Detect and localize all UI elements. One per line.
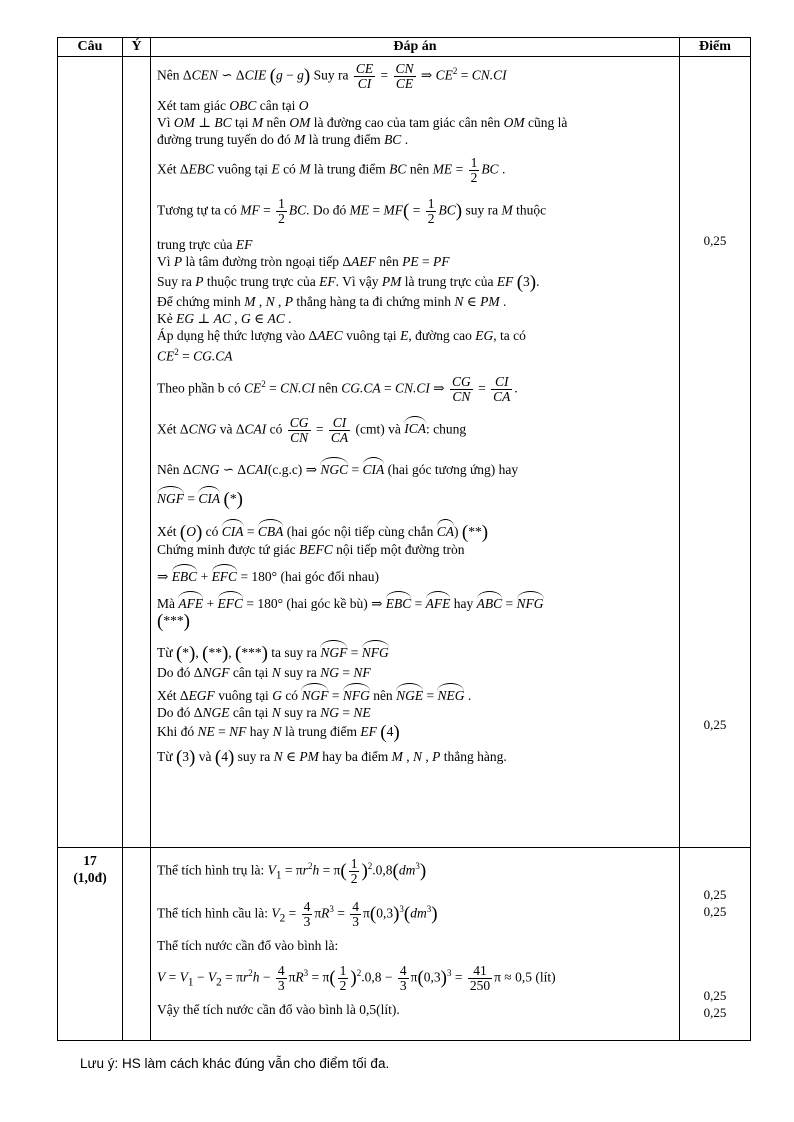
header-dap-an: Đáp án — [151, 38, 680, 57]
answer-line: Mà AFE + EFC = 180° (hai góc kề bù) ⇒ EBC = AFE hay ABC = NFG — [157, 591, 673, 612]
answer-line: ⇒ EBC + EFC = 180° (hai góc đối nhau) — [157, 564, 673, 585]
answer-line: Từ (*), (**), (***) ta suy ra NGF = NFG — [157, 640, 673, 662]
answer-line: Chứng minh được tứ giác BEFC nội tiếp một đường tròn — [157, 541, 465, 557]
answer-line: Từ (3) và (4) suy ra N ∈ PM hay ba điểm M , N , P thẳng hàng. — [157, 746, 507, 768]
answer-line: Xét ΔEGF vuông tại G có NGF = NFG nên NGE = NEG . — [157, 683, 673, 704]
answer-line: Thể tích nước cần đổ vào bình là: — [157, 938, 339, 953]
y-cell-q16 — [123, 57, 151, 848]
answer-line: Tương tự ta có MF = $\frac{1}{2}$ BC. Do đó ME = MF( = $\frac{1}{2}$ BC) suy ra M thuộc — [157, 196, 547, 226]
answer-line: Xét tam giác OBC cân tại O — [157, 98, 309, 113]
answer-cell-q17 — [151, 848, 680, 1041]
answer-line: đường trung tuyến do đó M là trung điểm BC . — [157, 132, 409, 147]
score-value: 0,25 — [703, 887, 727, 902]
question-points: (1,0đ) — [73, 870, 107, 885]
score-value: 0,25 — [703, 717, 727, 732]
header-diem: Điểm — [680, 38, 751, 57]
answer-line: Xét ΔEBC vuông tại E có M là trung điểm BC nên ME = $\frac{1}{2}$ BC . — [157, 155, 506, 185]
answer-line: Suy ra P thuộc trung trực của EF. Vì vậy PM là trung trực của EF (3). — [157, 272, 540, 293]
score-cell-q17 — [680, 848, 751, 1041]
answer-line: trung trực của EF — [157, 237, 253, 252]
answer-line: Xét (O) có CIA = CBA (hai góc nội tiếp cùng chắn CA) (**) — [157, 519, 673, 541]
table-row-q17 — [58, 848, 751, 1041]
answer-line: Do đó ΔNGE cân tại N suy ra NG = NE — [157, 704, 371, 720]
table-header — [58, 38, 751, 57]
answer-line: Khi đó NE = NF hay N là trung điểm EF (4) — [157, 721, 400, 743]
answer-line: Nên ΔCEN ∽ ΔCIE (g − g) Suy ra $\frac{CE}{CI}$ = $\frac{CN}{CE}$ ⇒ $CE^2 = CN.CI$ — [157, 61, 507, 91]
answer-line: Thể tích hình cầu là: $V_2$ = $\frac{4}{3}$ $\pi R^3$ = $\frac{4}{3}$ $\pi(0,3)^3(dm^3)$ — [157, 899, 438, 929]
answer-line: Theo phần b có $CE^2 = CN.CI$ nên CG.CA = CN.CI ⇒ $\frac{CG}{CN}$ = $\frac{CI}{CA}$ . — [157, 373, 518, 404]
cau-cell-q16 — [58, 57, 123, 848]
score-cell-q16 — [680, 57, 751, 848]
answer-line: Áp dụng hệ thức lượng vào ΔAEC vuông tại E, đường cao EG, ta có — [157, 328, 526, 343]
answer-line: Vì OM ⊥ BC tại M nên OM là đường cao của tam giác cân nên OM cũng là — [157, 115, 568, 130]
header-y: Ý — [123, 38, 151, 57]
answer-line: Thể tích hình trụ là: $V_1 = \pi r^2h = \pi$( $\frac{1}{2}$ )$^2.0,8(dm^3)$ — [157, 856, 427, 886]
score-value: 0,25 — [703, 233, 727, 248]
answer-line: $V = V_1 - V_2 = \pi r^2h$ − $\frac{4}{3}$ $\pi R^3 = \pi$( $\frac{1}{2}$ )$^2$.0,8 − $\frac{4}{3}$ $\pi(0,3)^3$ = $\frac{41}{250}$ π ≈ 0,5 (lít) — [157, 963, 556, 993]
question-number: 17 — [83, 853, 97, 868]
cau-cell-q17 — [58, 848, 123, 1041]
answer-line: Vậy thể tích nước cần đổ vào bình là 0,5(lít). — [157, 1002, 400, 1017]
y-cell-q17 — [123, 848, 151, 1041]
answer-line: Xét ΔCNG và ΔCAI có $\frac{CG}{CN}$ = $\frac{CI}{CA}$ (cmt) và ICA: chung — [157, 414, 467, 445]
answer-cell-q16 — [151, 57, 680, 848]
answer-table — [57, 37, 751, 1041]
score-value: 0,25 — [703, 988, 727, 1003]
footnote: Lưu ý: HS làm cách khác đúng vẫn cho điểm tối đa. — [80, 1056, 390, 1071]
answer-line: NGF = CIA (*) — [157, 486, 673, 508]
score-value: 0,25 — [703, 904, 727, 919]
header-cau: Câu — [58, 38, 123, 57]
answer-line: Nên ΔCNG ∽ ΔCAI(c.g.c) ⇒ NGC = CIA (hai góc tương ứng) hay — [157, 457, 673, 478]
answer-line: Do đó ΔNGF cân tại N suy ra NG = NF — [157, 664, 371, 680]
score-value: 0,25 — [703, 1005, 727, 1020]
answer-line: Vì P là tâm đường tròn ngoại tiếp ΔAEF nên PE = PF — [157, 254, 450, 269]
answer-line: Để chứng minh M , N , P thẳng hàng ta đi chứng minh N ∈ PM . — [157, 294, 507, 309]
answer-line: Kẻ EG ⊥ AC , G ∈ AC . — [157, 311, 292, 326]
answer-line: (***) — [157, 610, 190, 632]
answer-line: $CE^2 = CG.CA$ — [157, 347, 233, 364]
table-row-q16 — [58, 57, 751, 848]
